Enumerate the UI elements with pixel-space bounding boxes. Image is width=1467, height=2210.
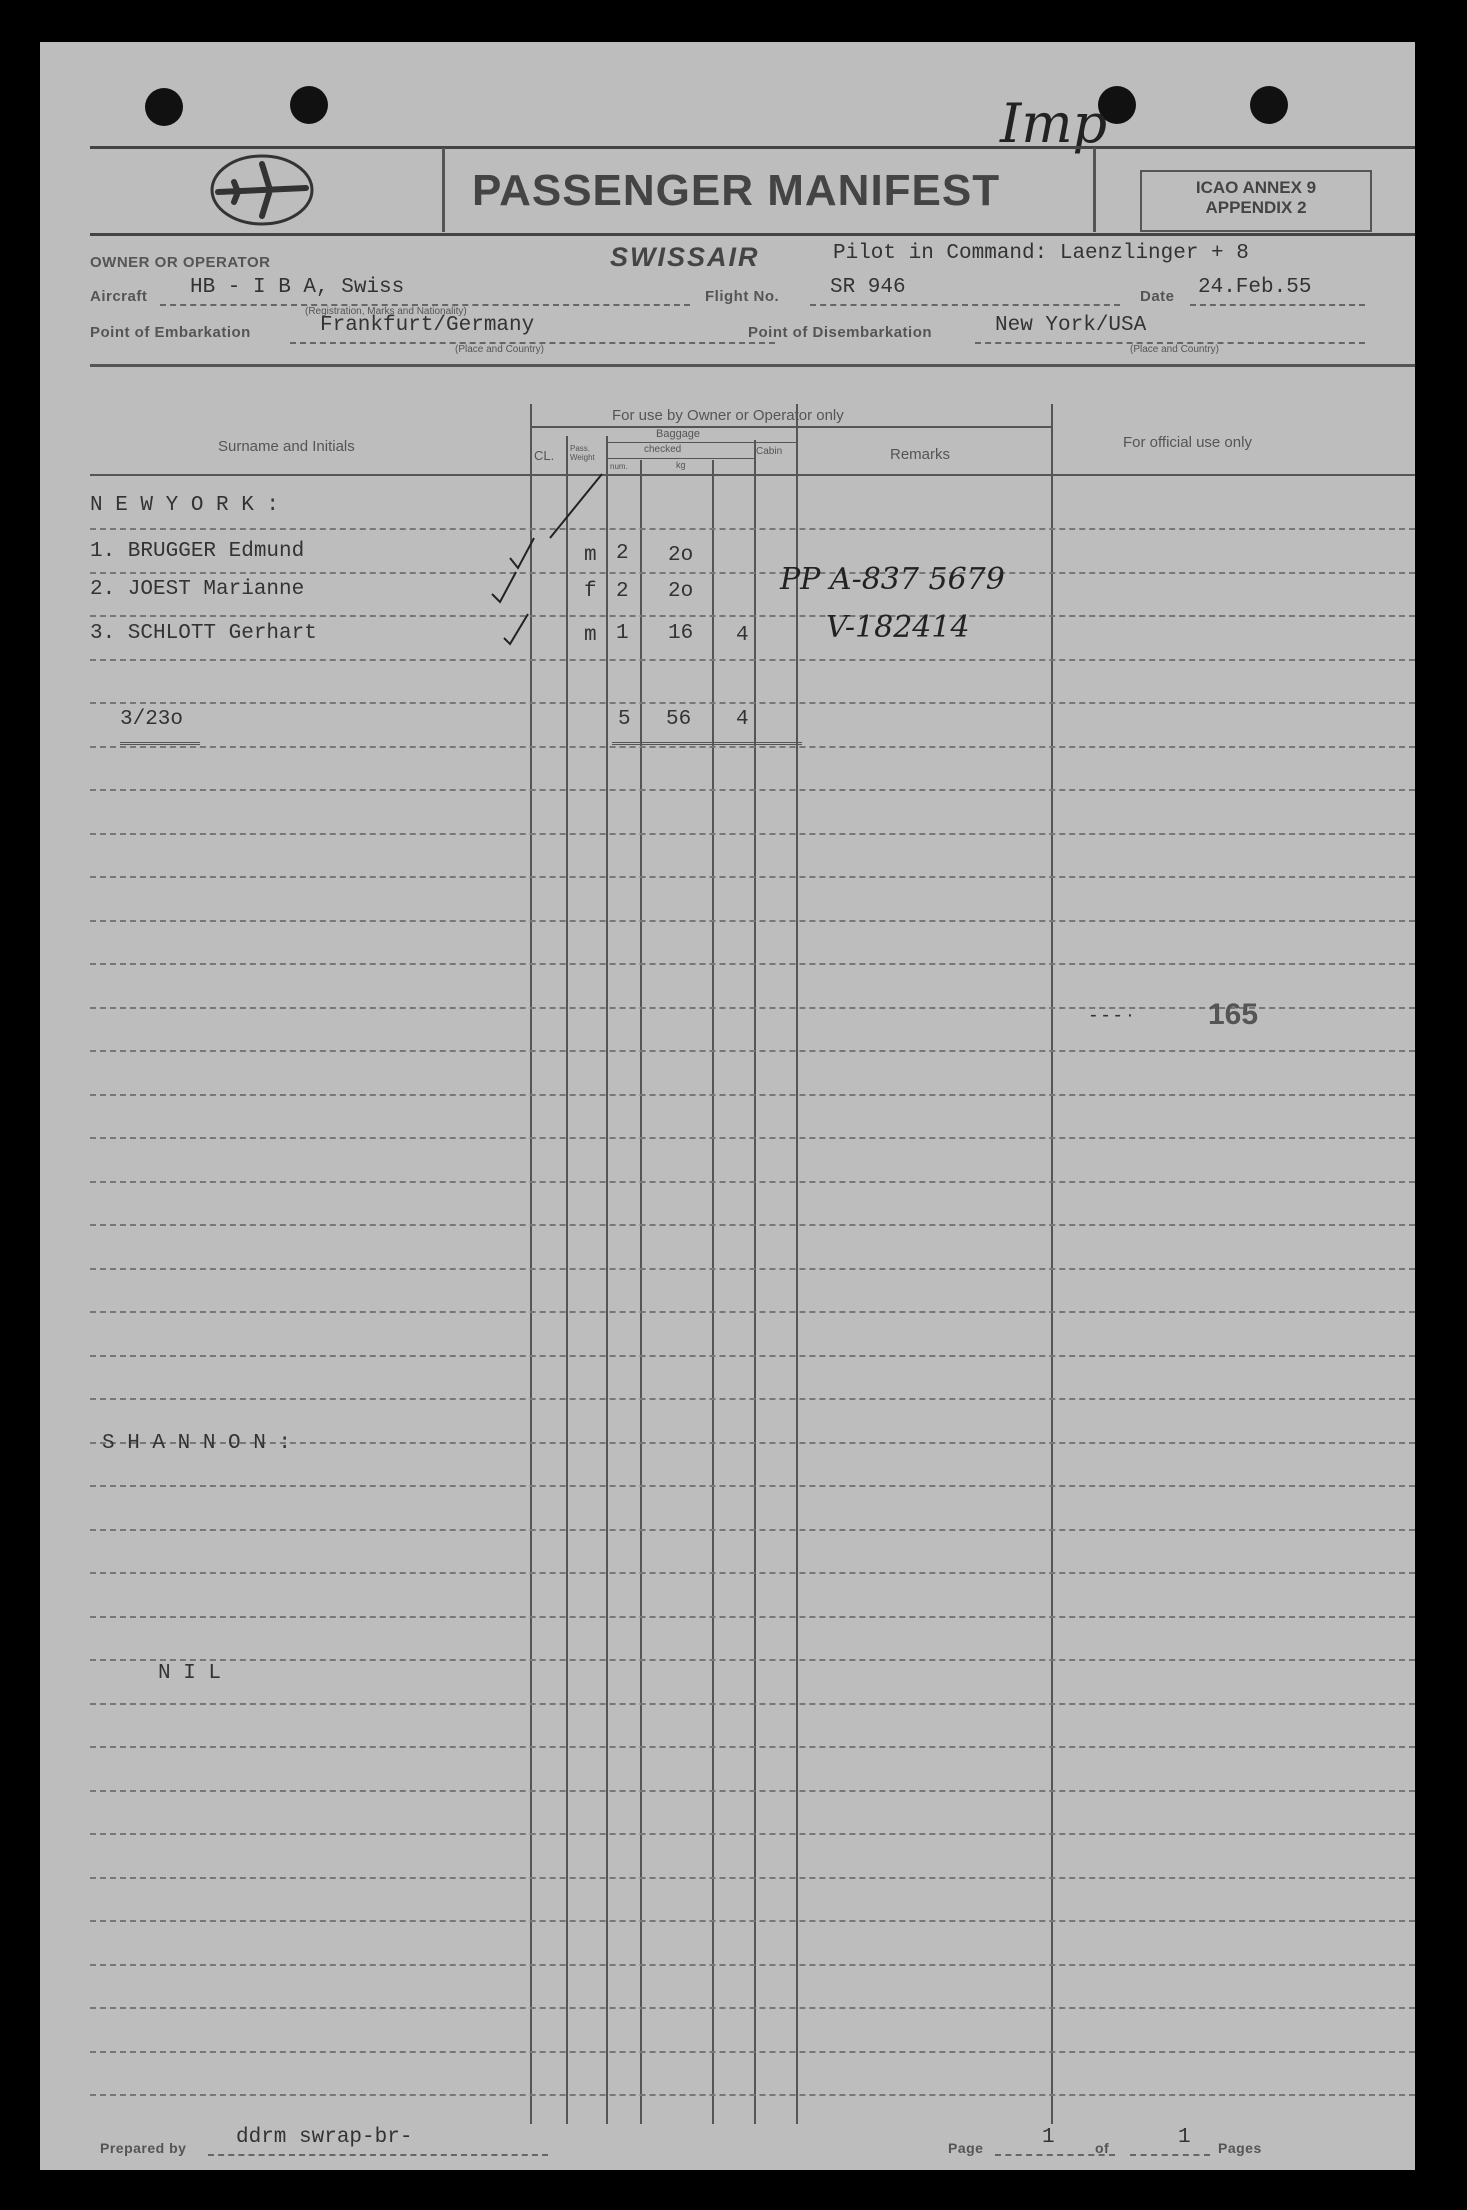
total-kg: 56 bbox=[666, 708, 692, 731]
total-cabin: 4 bbox=[736, 708, 749, 731]
col-header-checked: checked bbox=[644, 444, 682, 455]
prepared-value: ddrm swrap-br- bbox=[236, 2126, 413, 2149]
baggage-cabin: 4 bbox=[736, 624, 749, 647]
section-shannon: S H A N N O N : bbox=[102, 1432, 292, 1455]
ruled-line bbox=[90, 1137, 1415, 1139]
passenger-name: 1. BRUGGER Edmund bbox=[90, 540, 305, 563]
ruled-line bbox=[90, 1050, 1415, 1052]
ruled-line bbox=[90, 1311, 1415, 1313]
embarkation-value: Frankfurt/Germany bbox=[320, 314, 535, 337]
col-header-num: num. bbox=[610, 462, 628, 471]
punch-hole bbox=[290, 86, 328, 124]
prepared-label: Prepared by bbox=[100, 2140, 187, 2156]
aircraft-label: Aircraft bbox=[90, 288, 148, 305]
page-value: 1 bbox=[1042, 2126, 1055, 2149]
passenger-sex: m bbox=[584, 624, 597, 647]
ruled-line bbox=[90, 963, 1415, 965]
section-new-york: N E W Y O R K : bbox=[90, 494, 280, 517]
ruled-line bbox=[90, 1659, 1415, 1661]
table-header-bottom-rule bbox=[90, 474, 1415, 476]
ruled-line bbox=[90, 1964, 1415, 1966]
ruled-line bbox=[90, 746, 1415, 748]
ruled-line bbox=[90, 1485, 1415, 1487]
total-passengers: 3/23o bbox=[120, 708, 184, 731]
checkmark-icon bbox=[490, 570, 518, 606]
ruled-line bbox=[90, 1268, 1415, 1270]
ruled-line bbox=[90, 1094, 1415, 1096]
icao-line-1: ICAO ANNEX 9 bbox=[1195, 178, 1317, 197]
ruled-line bbox=[90, 1572, 1415, 1574]
baggage-pieces: 2 bbox=[616, 580, 629, 603]
embarkation-label: Point of Embarkation bbox=[90, 324, 251, 341]
ruled-line bbox=[90, 789, 1415, 791]
flight-label: Flight No. bbox=[705, 288, 780, 305]
punch-hole bbox=[1250, 86, 1288, 124]
page-label: Page bbox=[948, 2140, 984, 2156]
ruled-line bbox=[90, 1181, 1415, 1183]
embarkation-note: (Place and Country) bbox=[455, 344, 544, 355]
ruled-line bbox=[90, 528, 1415, 530]
ruled-line bbox=[90, 1224, 1415, 1226]
operator-name: SWISSAIR bbox=[610, 242, 760, 272]
date-value: 24.Feb.55 bbox=[1198, 276, 1312, 299]
baggage-kg: 2o bbox=[668, 544, 694, 567]
section-nil: N I L bbox=[158, 1662, 222, 1685]
date-label: Date bbox=[1140, 288, 1175, 305]
baggage-kg: 2o bbox=[668, 580, 694, 603]
ruled-line bbox=[90, 2007, 1415, 2009]
disembarkation-note: (Place and Country) bbox=[1130, 344, 1219, 355]
baggage-kg: 16 bbox=[668, 622, 694, 645]
passenger-sex: f bbox=[584, 580, 597, 603]
ruled-line bbox=[90, 1398, 1415, 1400]
col-header-pass-weight: Pass. Weight bbox=[570, 444, 595, 462]
disembarkation-value: New York/USA bbox=[995, 314, 1147, 337]
col-header-kg: kg bbox=[676, 460, 686, 470]
ruled-line bbox=[90, 1355, 1415, 1357]
flight-value: SR 946 bbox=[830, 276, 906, 299]
checkmark-icon bbox=[502, 612, 530, 648]
owner-label: OWNER OR OPERATOR bbox=[90, 254, 271, 271]
ruled-line bbox=[90, 1616, 1415, 1618]
ruled-line bbox=[90, 659, 1415, 661]
ruled-line bbox=[90, 920, 1415, 922]
punch-hole bbox=[145, 88, 183, 126]
aircraft-icon bbox=[210, 154, 314, 226]
ruled-line bbox=[90, 876, 1415, 878]
passenger-name: 3. SCHLOTT Gerhart bbox=[90, 622, 317, 645]
ruled-line bbox=[90, 2094, 1415, 2096]
passenger-remark: V-182414 bbox=[826, 610, 970, 645]
table-header-top-rule bbox=[90, 364, 1415, 367]
pages-value: 1 bbox=[1178, 2126, 1191, 2149]
pilot-in-command: Pilot in Command: Laenzlinger + 8 bbox=[833, 242, 1249, 265]
ruled-line bbox=[90, 572, 1415, 574]
col-header-owner-use: For use by Owner or Operator only bbox=[612, 407, 844, 424]
ruled-line bbox=[90, 1920, 1415, 1922]
ruled-line bbox=[90, 1790, 1415, 1792]
ruled-line bbox=[90, 833, 1415, 835]
ruled-line bbox=[90, 1877, 1415, 1879]
of-label: of bbox=[1095, 2140, 1110, 2156]
baggage-pieces: 2 bbox=[616, 542, 629, 565]
disembarkation-label: Point of Disembarkation bbox=[748, 324, 933, 341]
icao-line-2: APPENDIX 2 bbox=[1205, 198, 1307, 217]
handwritten-note-top: Imp bbox=[1000, 92, 1108, 155]
ruled-line bbox=[90, 1703, 1415, 1705]
icao-box bbox=[1140, 170, 1372, 232]
col-header-official: For official use only bbox=[1123, 434, 1252, 451]
checkmark-icon bbox=[546, 472, 606, 547]
pages-label: Pages bbox=[1218, 2140, 1262, 2156]
ruled-line bbox=[90, 615, 1415, 617]
passenger-name: 2. JOEST Marianne bbox=[90, 578, 305, 601]
baggage-pieces: 1 bbox=[616, 622, 629, 645]
ruled-line bbox=[90, 2051, 1415, 2053]
col-header-remarks: Remarks bbox=[890, 446, 951, 463]
aircraft-value: HB - I B A, Swiss bbox=[190, 276, 405, 299]
manifest-sheet bbox=[40, 42, 1415, 2170]
checkmark-icon bbox=[508, 536, 536, 572]
col-header-baggage: Baggage bbox=[656, 428, 701, 440]
col-header-cl: CL. bbox=[534, 448, 555, 463]
col-header-cabin: Cabin bbox=[756, 446, 783, 457]
ruled-line bbox=[90, 1529, 1415, 1531]
ruled-line bbox=[90, 702, 1415, 704]
page-title: PASSENGER MANIFEST bbox=[472, 166, 1001, 215]
stamp-dots: - - - · bbox=[1090, 1004, 1134, 1026]
ruled-line bbox=[90, 1833, 1415, 1835]
total-pieces: 5 bbox=[618, 708, 631, 731]
ruled-line bbox=[90, 1746, 1415, 1748]
col-header-surname: Surname and Initials bbox=[218, 438, 355, 455]
passenger-sex: m bbox=[584, 544, 597, 567]
passenger-remark: PP A-837 5679 bbox=[780, 562, 1005, 597]
registration-note: (Registration, Marks and Nationality) bbox=[305, 306, 467, 317]
stamp-number: 165 bbox=[1208, 998, 1259, 1031]
